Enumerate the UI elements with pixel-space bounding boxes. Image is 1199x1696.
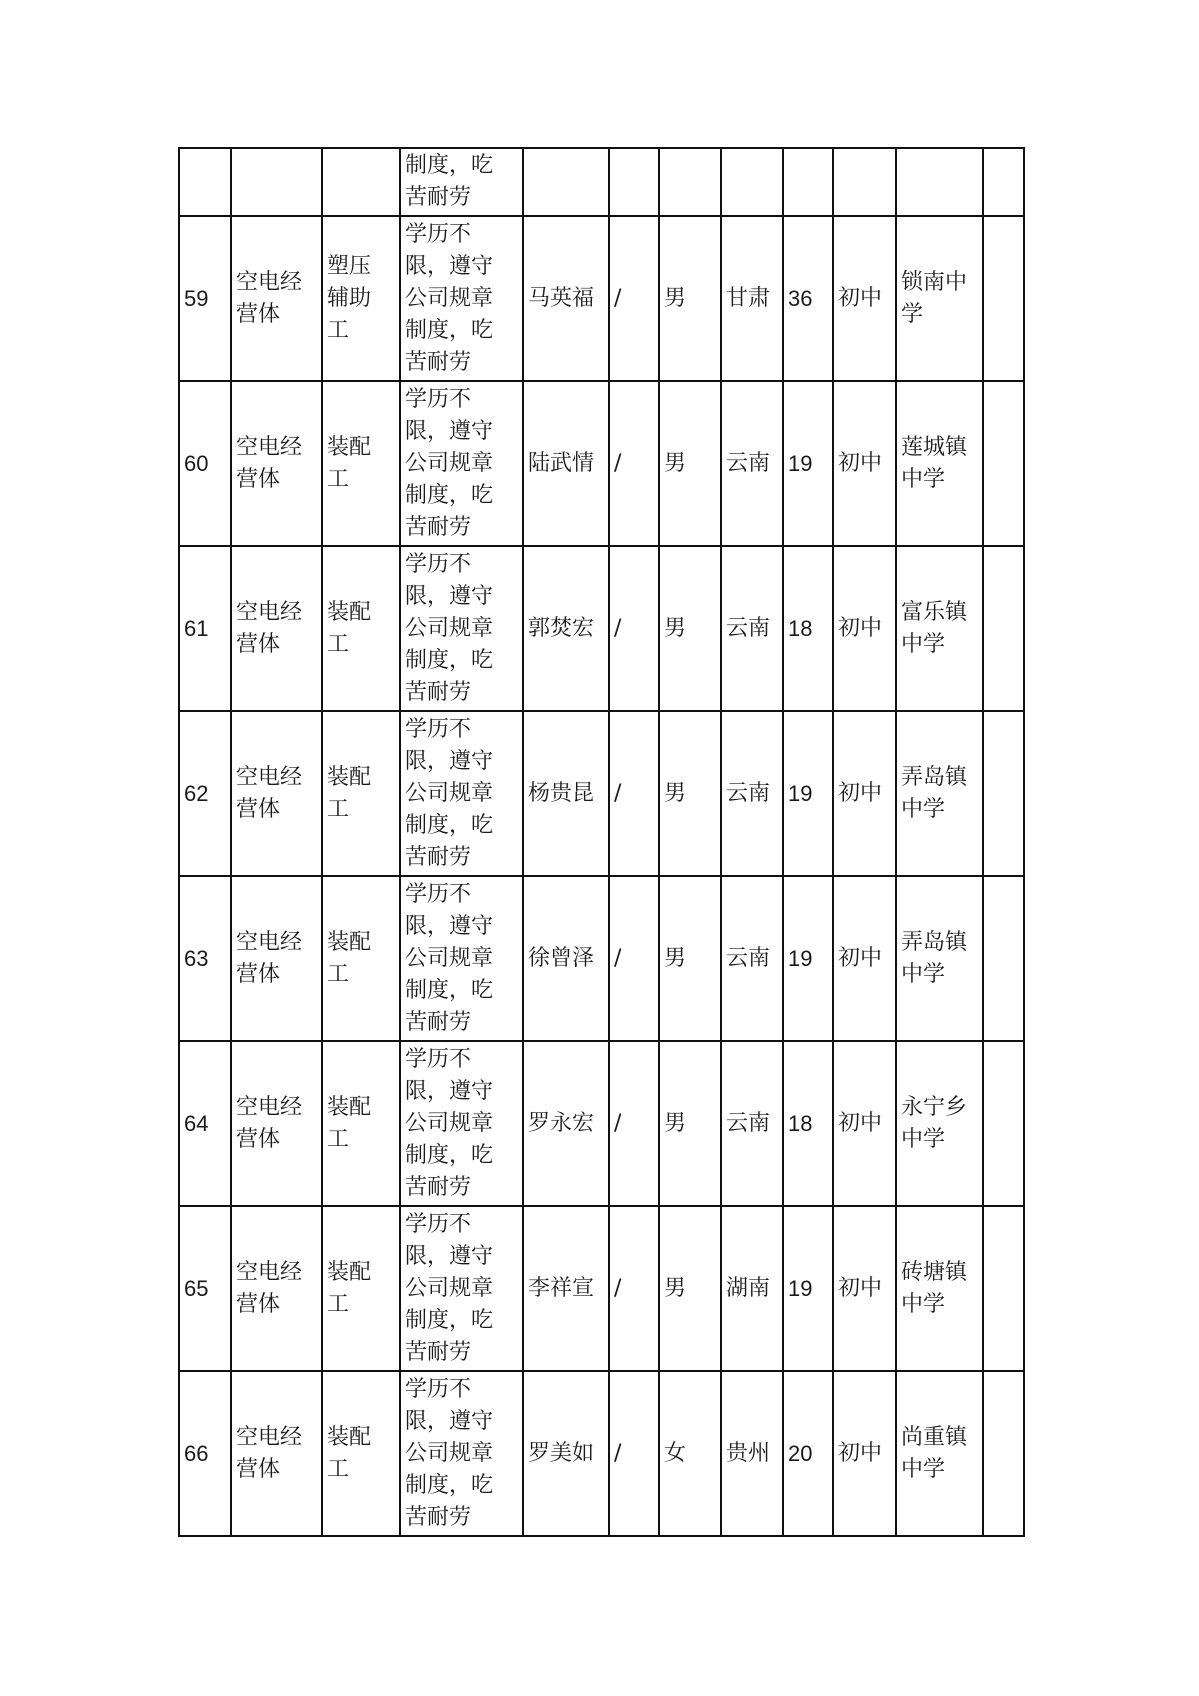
cell-dept: 空电经 营体 [231,711,322,876]
cell-origin: 云南 [721,876,783,1041]
table-row [179,1371,1024,1536]
table-row [179,1206,1024,1371]
cell-school: 锁南中 学 [896,216,983,381]
cell-name: 陆武情 [523,381,609,546]
cell-slash: / [609,711,659,876]
cell-dept: 空电经 营体 [231,1206,322,1371]
cell-no: 65 [179,1206,231,1371]
cell-origin: 云南 [721,1041,783,1206]
table-row [179,711,1024,876]
cell-requirement: 学历不 限，遵守 公司规章 制度，吃 苦耐劳 [400,1041,523,1206]
cell-extra [983,148,1024,216]
cell-origin: 湖南 [721,1206,783,1371]
cell-no: 64 [179,1041,231,1206]
cell-education [833,148,896,216]
cell-dept [231,148,322,216]
cell-requirement: 学历不 限，遵守 公司规章 制度，吃 苦耐劳 [400,876,523,1041]
cell-requirement: 学历不 限，遵守 公司规章 制度，吃 苦耐劳 [400,1206,523,1371]
cell-origin [721,148,783,216]
cell-requirement: 制度，吃 苦耐劳 [400,148,523,216]
cell-slash: / [609,216,659,381]
cell-dept: 空电经 营体 [231,1041,322,1206]
cell-extra [983,546,1024,711]
cell-dept: 空电经 营体 [231,546,322,711]
cell-gender: 男 [659,876,721,1041]
cell-no: 63 [179,876,231,1041]
cell-name [523,148,609,216]
cell-extra [983,216,1024,381]
cell-origin: 贵州 [721,1371,783,1536]
cell-school: 富乐镇 中学 [896,546,983,711]
cell-post: 装配 工 [322,876,400,1041]
cell-post: 装配 工 [322,381,400,546]
cell-extra [983,1206,1024,1371]
cell-post: 装配 工 [322,1041,400,1206]
cell-name: 罗美如 [523,1371,609,1536]
cell-extra [983,876,1024,1041]
cell-age: 18 [783,1041,833,1206]
cell-age: 36 [783,216,833,381]
table-row [179,546,1024,711]
cell-education: 初中 [833,381,896,546]
cell-no: 60 [179,381,231,546]
cell-slash: / [609,1371,659,1536]
cell-age: 18 [783,546,833,711]
cell-education: 初中 [833,1371,896,1536]
cell-requirement: 学历不 限，遵守 公司规章 制度，吃 苦耐劳 [400,711,523,876]
cell-slash: / [609,876,659,1041]
table-row [179,381,1024,546]
table-row [179,876,1024,1041]
cell-education: 初中 [833,1206,896,1371]
cell-slash [609,148,659,216]
cell-school: 永宁乡 中学 [896,1041,983,1206]
cell-gender: 男 [659,546,721,711]
cell-post: 塑压 辅助 工 [322,216,400,381]
cell-age: 19 [783,381,833,546]
cell-age: 20 [783,1371,833,1536]
cell-no: 62 [179,711,231,876]
cell-school [896,148,983,216]
cell-gender: 男 [659,216,721,381]
cell-post [322,148,400,216]
cell-name: 郭焚宏 [523,546,609,711]
cell-school: 砖塘镇 中学 [896,1206,983,1371]
cell-dept: 空电经 营体 [231,876,322,1041]
cell-requirement: 学历不 限，遵守 公司规章 制度，吃 苦耐劳 [400,546,523,711]
cell-slash: / [609,381,659,546]
cell-education: 初中 [833,1041,896,1206]
cell-slash: / [609,1206,659,1371]
cell-education: 初中 [833,216,896,381]
cell-no: 66 [179,1371,231,1536]
cell-name: 李祥宣 [523,1206,609,1371]
cell-name: 徐曾泽 [523,876,609,1041]
cell-slash: / [609,546,659,711]
cell-requirement: 学历不 限，遵守 公司规章 制度，吃 苦耐劳 [400,1371,523,1536]
cell-no [179,148,231,216]
cell-school: 弄岛镇 中学 [896,711,983,876]
cell-origin: 甘肃 [721,216,783,381]
cell-extra [983,1041,1024,1206]
cell-requirement: 学历不 限，遵守 公司规章 制度，吃 苦耐劳 [400,381,523,546]
table-row-continuation [179,148,1024,216]
cell-age [783,148,833,216]
cell-post: 装配 工 [322,1371,400,1536]
table-row [179,216,1024,381]
cell-school: 弄岛镇 中学 [896,876,983,1041]
cell-name: 杨贵昆 [523,711,609,876]
cell-origin: 云南 [721,711,783,876]
cell-gender: 男 [659,1041,721,1206]
employee-table [178,147,1025,1537]
cell-extra [983,1371,1024,1536]
cell-gender [659,148,721,216]
cell-age: 19 [783,876,833,1041]
cell-gender: 男 [659,1206,721,1371]
cell-school: 尚重镇 中学 [896,1371,983,1536]
cell-dept: 空电经 营体 [231,381,322,546]
cell-requirement: 学历不 限，遵守 公司规章 制度，吃 苦耐劳 [400,216,523,381]
cell-origin: 云南 [721,381,783,546]
cell-dept: 空电经 营体 [231,216,322,381]
cell-school: 莲城镇 中学 [896,381,983,546]
cell-slash: / [609,1041,659,1206]
table-row [179,1041,1024,1206]
cell-dept: 空电经 营体 [231,1371,322,1536]
cell-education: 初中 [833,876,896,1041]
cell-age: 19 [783,711,833,876]
cell-age: 19 [783,1206,833,1371]
cell-name: 罗永宏 [523,1041,609,1206]
cell-extra [983,711,1024,876]
cell-gender: 男 [659,711,721,876]
cell-post: 装配 工 [322,711,400,876]
cell-no: 61 [179,546,231,711]
cell-origin: 云南 [721,546,783,711]
cell-no: 59 [179,216,231,381]
cell-education: 初中 [833,546,896,711]
cell-gender: 女 [659,1371,721,1536]
cell-gender: 男 [659,381,721,546]
cell-education: 初中 [833,711,896,876]
cell-post: 装配 工 [322,1206,400,1371]
cell-post: 装配 工 [322,546,400,711]
cell-name: 马英福 [523,216,609,381]
cell-extra [983,381,1024,546]
